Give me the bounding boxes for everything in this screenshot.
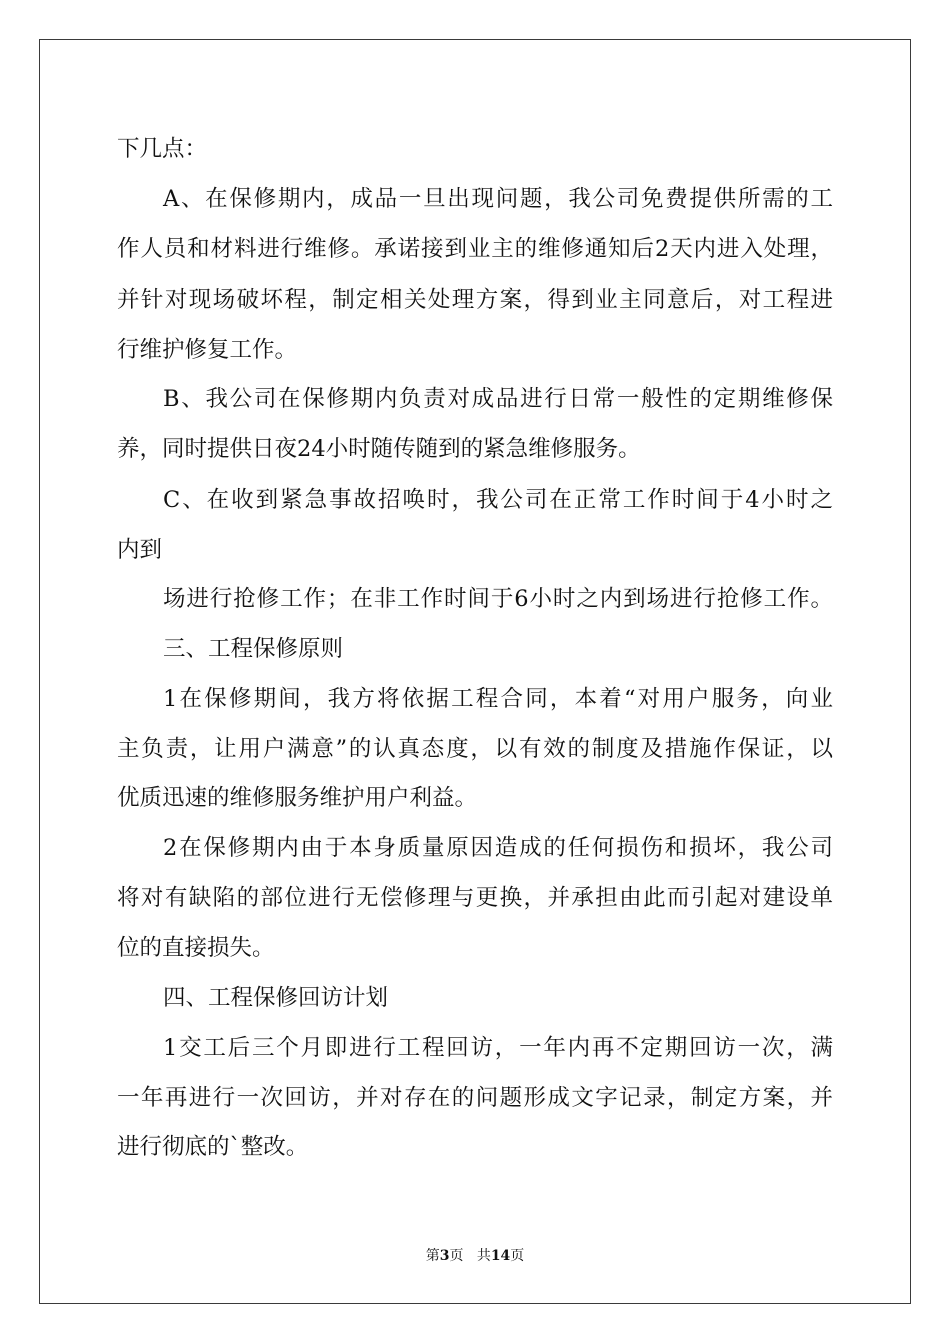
- page-border: [39, 39, 911, 1304]
- text-line: 1交工后三个月即进行工程回访，一年内再不定期回访一次，满: [163, 1035, 833, 1061]
- text-line: 一年再进行一次回访，并对存在的问题形成文字记录，制定方案，并: [117, 1085, 833, 1111]
- text-line: A、在保修期内，成品一旦出现问题，我公司免费提供所需的工: [163, 186, 833, 212]
- text-line: 作人员和材料进行维修。承诺接到业主的维修通知后2天内进入处理，: [117, 236, 833, 262]
- text-line: 2在保修期内由于本身质量原因造成的任何损伤和损坏，我公司: [163, 835, 833, 861]
- text-line: 优质迅速的维修服务维护用户利益。: [117, 785, 478, 811]
- footer-total-suffix: 页: [510, 1248, 525, 1264]
- text-line: 1在保修期间，我方将依据工程合同，本着“对用户服务，向业: [163, 686, 833, 712]
- footer-prefix: 第: [425, 1248, 440, 1264]
- text-line: 场进行抢修工作；在非工作时间于6小时之内到场进行抢修工作。: [163, 586, 833, 612]
- text-line: 进行彻底的`整改。: [117, 1134, 309, 1160]
- section-heading: 四、工程保修回访计划: [163, 985, 389, 1011]
- text-line: B、我公司在保修期内负责对成品进行日常一般性的定期维修保: [163, 386, 833, 412]
- text-line: 位的直接损失。: [117, 935, 275, 961]
- total-pages: 14: [490, 1248, 511, 1264]
- text-line: 养，同时提供日夜24小时随传随到的紧急维修服务。: [117, 436, 641, 462]
- footer-page-suffix: 页: [449, 1248, 464, 1264]
- text-line: C、在收到紧急事故招唤时，我公司在正常工作时间于4小时之: [163, 487, 833, 513]
- page-footer: [0, 1245, 950, 1265]
- text-line: 行维护修复工作。: [117, 337, 298, 363]
- text-line: 将对有缺陷的部位进行无偿修理与更换，并承担由此而引起对建设单: [117, 885, 833, 911]
- text-line: 并针对现场破坏程，制定相关处理方案，得到业主同意后，对工程进: [117, 287, 833, 313]
- section-heading: 三、工程保修原则: [163, 636, 344, 662]
- text-line: 主负责，让用户满意”的认真态度，以有效的制度及措施作保证，以: [117, 736, 833, 762]
- text-line: 下几点：: [117, 136, 208, 162]
- footer-total-prefix: 共: [476, 1248, 491, 1264]
- page-number: 3: [439, 1248, 450, 1264]
- text-line: 内到: [117, 537, 163, 563]
